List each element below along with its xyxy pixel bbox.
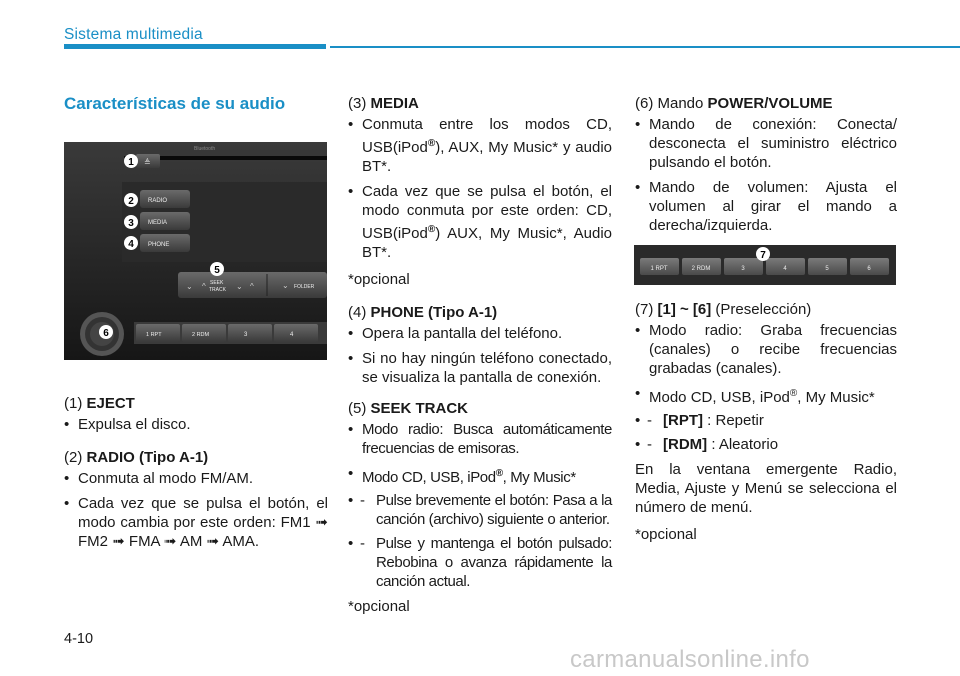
callout-4: 4: [128, 239, 134, 250]
page-number: 4-10: [64, 631, 94, 647]
list-item: • Modo CD, USB, iPod®, My Music* • - [RPT] : Repetir • - [RDM] : Aleatorio: [635, 384, 897, 454]
power-heading: (6) Mando POWER/VOLUME: [635, 95, 833, 112]
preset-5-label: 5: [825, 266, 829, 272]
phone-list: [348, 324, 612, 387]
footnote: *opcional: [348, 271, 410, 288]
svg-text:4: 4: [290, 332, 294, 338]
list-item: • Si no hay ningún teléfono conectado, se visualiza la pantalla de conexión.: [348, 349, 612, 387]
svg-text:FOLDER: FOLDER: [294, 284, 315, 290]
list-item: • Conmuta entre los modos CD, USB(iPod®), AUX, My Music* y audio BT*.: [348, 115, 612, 176]
media-list: [348, 115, 612, 262]
list-item: • Cada vez que se pulsa el botón, el modo cambia por este orden: FM1 ➟ FM2 ➟ FMA ➟ AM ➟ AMA.: [64, 494, 328, 551]
seek-list: [348, 420, 612, 591]
svg-text:^: ^: [250, 282, 254, 291]
sub-item: • - [RDM] : Aleatorio: [635, 435, 897, 454]
sub-item: • - Pulse brevemente el botón: Pasa a la canción (archivo) siguiente o anterior.: [348, 491, 612, 529]
svg-text:1 RPT: 1 RPT: [146, 332, 162, 338]
column-right-lower: [635, 300, 897, 544]
callout-6: 6: [103, 328, 109, 339]
preset-sublist: [635, 411, 897, 454]
preset-2-label: 2 RDM: [691, 266, 711, 272]
svg-text:TRACK: TRACK: [209, 287, 226, 293]
preset-strip-image: [634, 245, 896, 285]
list-item: • Modo radio: Busca automáticamente frecuencias de emisoras.: [348, 420, 612, 458]
radio-heading: (2) RADIO (Tipo A-1): [64, 449, 209, 466]
list-item: • Mando de conexión: Conecta/ desconecta el suministro eléctrico pulsando el botón.: [635, 115, 897, 172]
svg-text:RADIO: RADIO: [148, 198, 168, 204]
svg-text:⌄: ⌄: [186, 282, 193, 291]
phone-heading: (4) PHONE (Tipo A-1): [348, 304, 498, 321]
preset-list: [635, 321, 897, 454]
preset-3-label: 3: [741, 266, 745, 272]
list-item: • Opera la pantalla del teléfono.: [348, 324, 612, 343]
page-title: Características de su audio: [64, 94, 286, 113]
callout-5: 5: [214, 265, 220, 276]
eject-heading: (1) EJECT: [64, 395, 135, 412]
list-item: • Mando de volumen: Ajusta el volumen al girar el mando a derecha/izquierda.: [635, 178, 897, 235]
callout-7: 7: [760, 250, 766, 261]
column-middle: [348, 94, 612, 616]
power-list: [635, 115, 897, 235]
footnote: *opcional: [348, 598, 410, 615]
radio-unit-image: [64, 142, 327, 360]
watermark: carmanualsonline.info: [570, 646, 810, 673]
footnote: *opcional: [635, 526, 697, 543]
preset-strip-illustration: [634, 245, 896, 285]
eject-list: [64, 415, 328, 434]
column-left: [64, 94, 328, 114]
list-item: • Modo CD, USB, iPod®, My Music* • - Pulse brevemente el botón: Pasa a la canción (archivo) siguiente o anterior. • - Pulse y mantenga el botón pulsado: Rebobina o avanza rápidamente la canción actual.: [348, 464, 612, 591]
header-rule-thin: [330, 46, 960, 48]
seek-sublist: [348, 491, 612, 591]
header-rule-thick: [64, 44, 326, 49]
svg-text:MEDIA: MEDIA: [148, 220, 168, 226]
media-heading: (3) MEDIA: [348, 95, 419, 112]
list-item: • Modo radio: Graba frecuencias (canales) o recibe frecuencias grabadas (canales).: [635, 321, 897, 378]
list-item: • Conmuta al modo FM/AM.: [64, 469, 328, 488]
radio-unit-illustration: [64, 142, 327, 360]
sub-item: • - [RPT] : Repetir: [635, 411, 897, 430]
svg-text:PHONE: PHONE: [148, 242, 170, 248]
eject-glyph: ≜: [144, 158, 151, 167]
preset-6-label: 6: [867, 266, 871, 272]
preset-4-label: 4: [783, 266, 787, 272]
column-right: [635, 94, 897, 241]
svg-text:⌄: ⌄: [236, 282, 243, 291]
callout-2: 2: [128, 196, 134, 207]
svg-text:2 RDM: 2 RDM: [192, 332, 210, 338]
column-left-text: [64, 394, 328, 557]
seek-heading: (5) SEEK TRACK: [348, 400, 469, 417]
svg-text:^: ^: [202, 282, 206, 291]
callout-1: 1: [128, 157, 134, 168]
bluetooth-label: Bluetooth: [194, 146, 216, 152]
preset-heading: (7) [1] ~ [6] (Preselección): [635, 301, 812, 318]
preset-paragraph: En la ventana emergente Radio, Media, Ajuste y Menú se selecciona el número de menú.: [635, 461, 897, 516]
radio-list: [64, 469, 328, 551]
svg-text:SEEK: SEEK: [210, 280, 224, 286]
list-item: • Cada vez que se pulsa el botón, el modo conmuta por este orden: CD, USB(iPod®) AUX, My Music*, Audio BT*.: [348, 182, 612, 262]
svg-text:⌄: ⌄: [282, 281, 289, 290]
callout-3: 3: [128, 218, 134, 229]
sub-item: • - Pulse y mantenga el botón pulsado: Rebobina o avanza rápidamente la canción actual.: [348, 534, 612, 591]
preset-1-label: 1 RPT: [650, 266, 668, 272]
section-header: Sistema multimedia: [64, 26, 203, 43]
list-item: • Expulsa el disco.: [64, 415, 328, 434]
svg-text:3: 3: [244, 332, 248, 338]
